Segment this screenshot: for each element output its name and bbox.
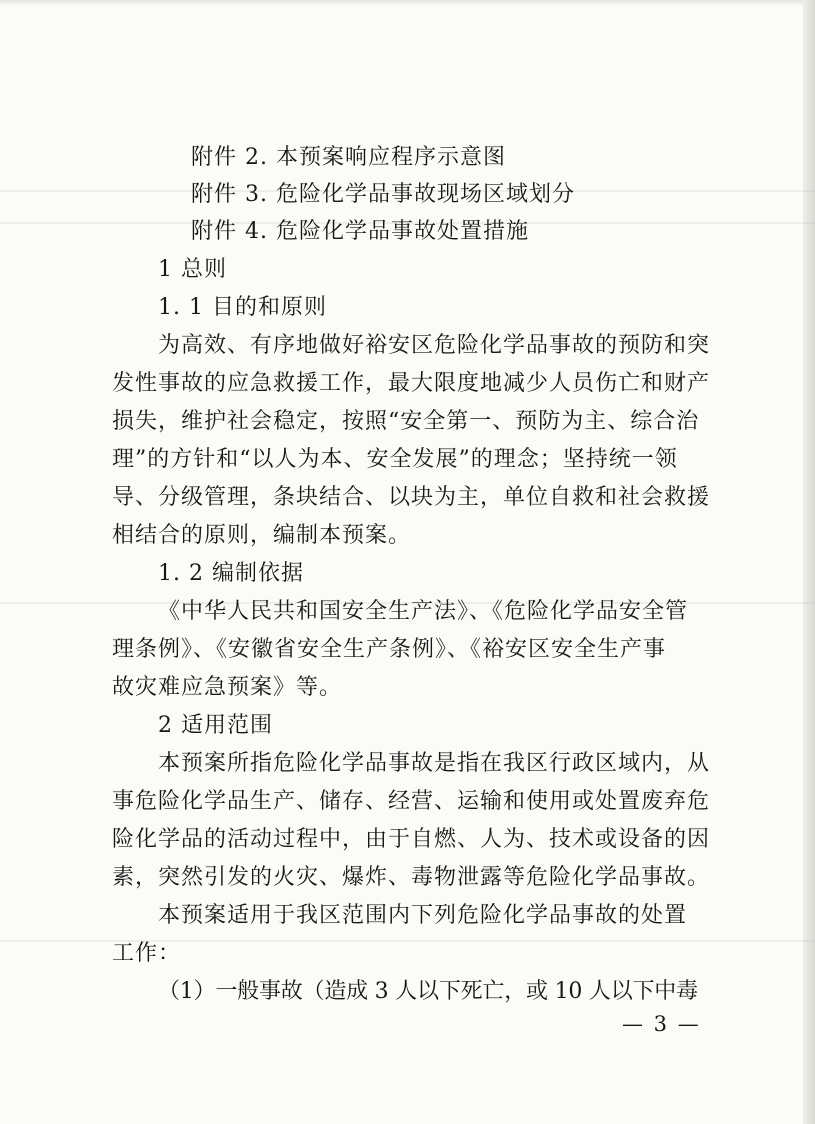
subsection-heading: 1. 1 目的和原则 bbox=[158, 295, 327, 320]
paragraph-line: （1）一般事故（造成 3 人以下死亡，或 10 人以下中毒 bbox=[158, 979, 698, 1004]
section-heading: 1 总则 bbox=[158, 257, 227, 282]
scan-top-edge bbox=[0, 0, 815, 6]
paragraph-line: 险化学品的活动过程中，由于自燃、人为、技术或设备的因 bbox=[112, 827, 711, 852]
paragraph-line: 本预案所指危险化学品事故是指在我区行政区域内，从 bbox=[158, 751, 711, 776]
attachment-line: 附件 4. 危险化学品事故处置措施 bbox=[191, 219, 529, 244]
paragraph-line: 理”的方针和“以人为本、安全发展”的理念；坚持统一领 bbox=[112, 447, 678, 472]
paragraph-line: 事危险化学品生产、储存、经营、运输和使用或处置废弃危 bbox=[112, 789, 711, 814]
paragraph-line: 导、分级管理，条块结合、以块为主，单位自救和社会救援 bbox=[112, 485, 711, 510]
paragraph-line: 发性事故的应急救援工作，最大限度地减少人员伤亡和财产 bbox=[112, 371, 711, 396]
attachment-line: 附件 3. 危险化学品事故现场区域划分 bbox=[191, 182, 575, 207]
paragraph-line: 相结合的原则，编制本预案。 bbox=[112, 523, 412, 548]
paragraph-line: 本预案适用于我区范围内下列危险化学品事故的处置 bbox=[158, 903, 688, 928]
paragraph-line: 素，突然引发的火灾、爆炸、毒物泄露等危险化学品事故。 bbox=[112, 865, 711, 890]
paragraph-line: 故灾难应急预案》等。 bbox=[112, 675, 343, 700]
paragraph-line: 《中华人民共和国安全生产法》、《危险化学品安全管 bbox=[158, 599, 689, 624]
paragraph-line: 损失，维护社会稳定，按照“安全第一、预防为主、综合治 bbox=[112, 409, 700, 434]
page-number: — 3 — bbox=[622, 1012, 701, 1036]
paragraph-line: 为高效、有序地做好裕安区危险化学品事故的预防和突 bbox=[158, 333, 711, 358]
paragraph-line: 理条例》、《安徽省安全生产条例》、《裕安区安全生产事 bbox=[112, 637, 667, 662]
paragraph-line: 工作： bbox=[112, 941, 182, 966]
scan-right-edge bbox=[803, 0, 815, 1124]
attachment-line: 附件 2. 本预案响应程序示意图 bbox=[191, 145, 506, 170]
subsection-heading: 1. 2 编制依据 bbox=[158, 561, 304, 586]
section-heading: 2 适用范围 bbox=[158, 713, 273, 738]
